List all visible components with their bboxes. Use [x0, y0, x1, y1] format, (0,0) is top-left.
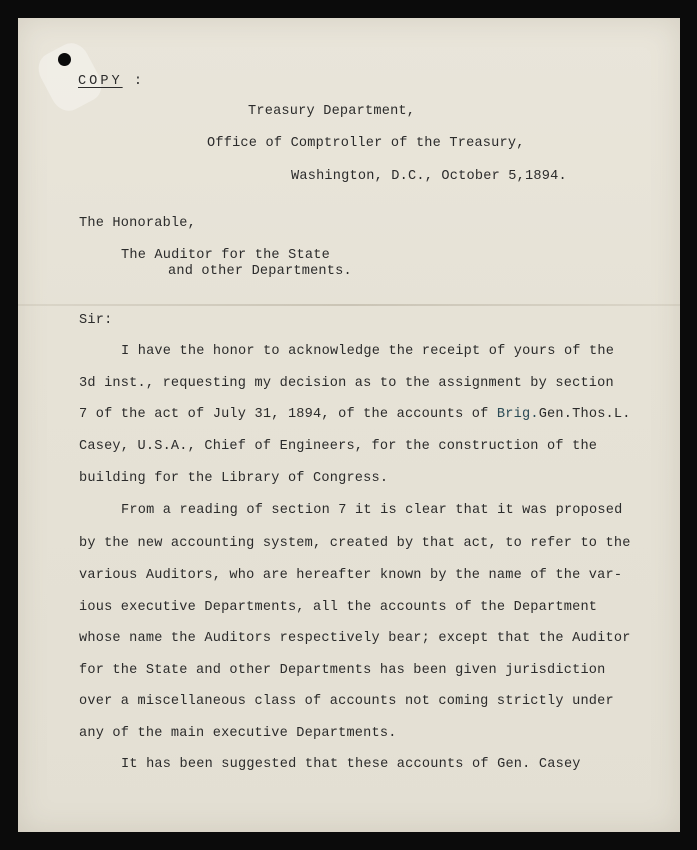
- copy-label-text: COPY: [78, 74, 123, 89]
- header-department: Treasury Department,: [248, 104, 416, 119]
- body-line: Casey, U.S.A., Chief of Engineers, for the construction of the: [79, 439, 598, 454]
- header-place-date: Washington, D.C., October 5,1894.: [291, 169, 567, 184]
- body-line-segment-blue: Brig.: [496, 407, 539, 422]
- body-line: building for the Library of Congress.: [79, 471, 389, 486]
- letter-page: [18, 18, 680, 832]
- paper-fold: [18, 304, 680, 306]
- addressee-salutation: The Honorable,: [79, 216, 197, 231]
- body-line: by the new accounting system, created by that act, to refer to the: [79, 536, 631, 551]
- copy-label-colon: :: [133, 74, 145, 89]
- body-line: From a reading of section 7 it is clear that it was proposed: [121, 503, 623, 518]
- body-line-segment: 7 of the act of July 31, 1894, of the accounts of: [79, 407, 497, 422]
- body-line: It has been suggested that these accounts of Gen. Casey: [121, 757, 581, 772]
- body-line-segment: Gen.Thos.L.: [538, 407, 631, 422]
- body-line: I have the honor to acknowledge the receipt of yours of the: [121, 344, 615, 359]
- addressee-recipient-line2: and other Departments.: [168, 264, 352, 279]
- body-line: whose name the Auditors respectively bear; except that the Auditor: [79, 631, 631, 646]
- addressee-recipient-line1: The Auditor for the State: [121, 248, 330, 263]
- punch-hole: [58, 53, 71, 66]
- greeting: Sir:: [79, 313, 113, 328]
- header-office: Office of Comptroller of the Treasury,: [207, 136, 525, 151]
- body-line: ious executive Departments, all the accounts of the Department: [79, 600, 598, 615]
- body-line: for the State and other Departments has been given jurisdiction: [79, 663, 606, 678]
- body-line: various Auditors, who are hereafter known by the name of the var-: [79, 568, 623, 583]
- body-line: 3d inst., requesting my decision as to the assignment by section: [79, 376, 614, 391]
- body-line: [79, 407, 631, 422]
- body-line: any of the main executive Departments.: [79, 726, 397, 741]
- body-line: over a miscellaneous class of accounts not coming strictly under: [79, 694, 614, 709]
- copy-label: [78, 74, 145, 89]
